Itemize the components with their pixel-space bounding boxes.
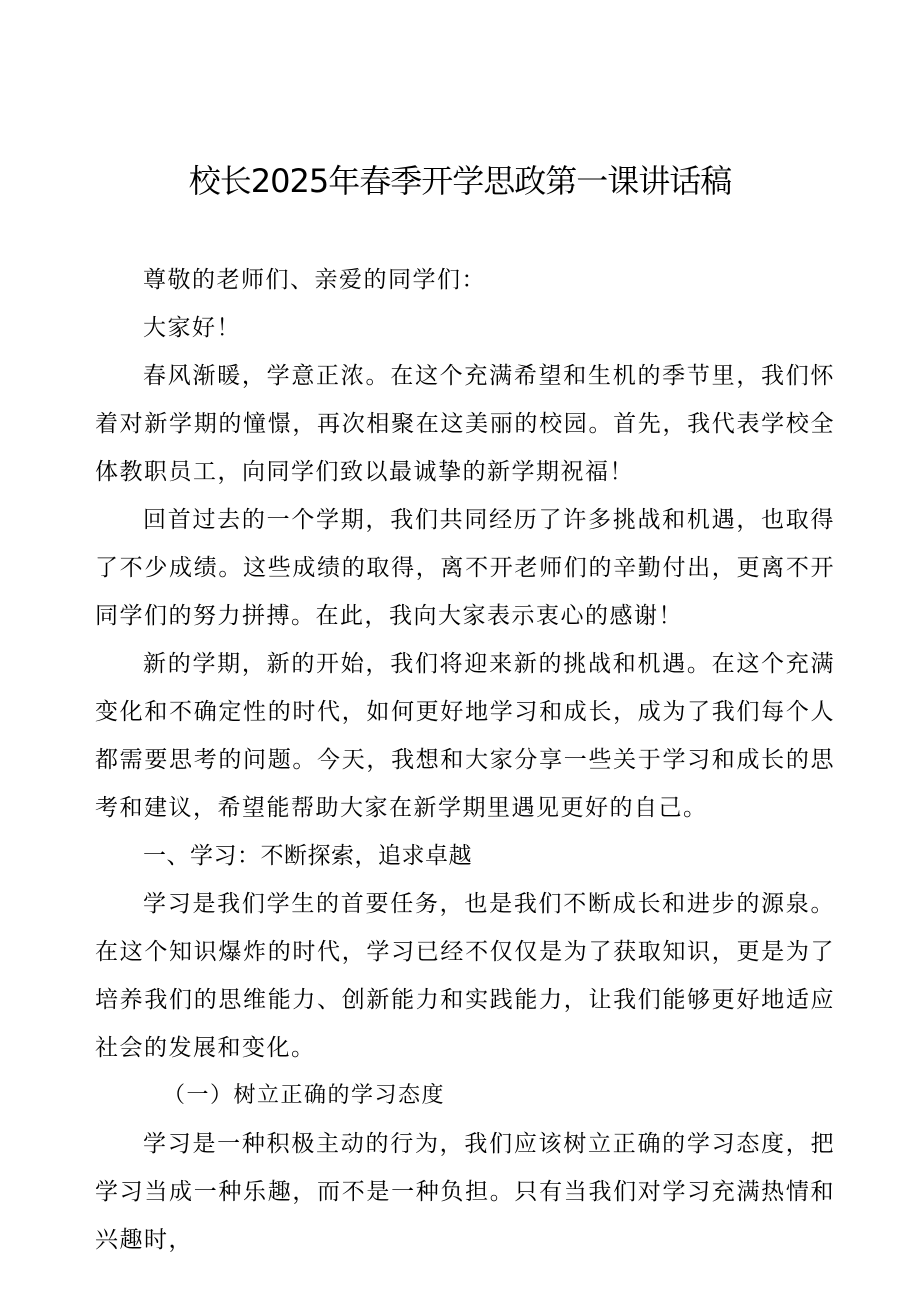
- paragraph-new-semester: 新的学期，新的开始，我们将迎来新的挑战和机遇。在这个充满变化和不确定性的时代，如何更好地学习和成长，成为了我们每个人都需要思考的问题。今天，我想和大家分享一些关于学习和成长的思考和建议，希望能帮助大家在新学期里遇见更好的自己。: [95, 651, 835, 821]
- paragraph-learning: 学习是我们学生的首要任务，也是我们不断成长和进步的源泉。在这个知识爆炸的时代，学习已经不仅仅是为了获取知识，更是为了培养我们的思维能力、创新能力和实践能力，让我们能够更好地适应社会的发展和变化。: [95, 891, 835, 1061]
- paragraph-attitude: 学习是一种积极主动的行为，我们应该树立正确的学习态度，把学习当成一种乐趣，而不是一种负担。只有当我们对学习充满热情和兴趣时，: [95, 1131, 835, 1253]
- subsection-heading-attitude: （一）树立正确的学习态度: [163, 1083, 446, 1108]
- paragraph-opening: 春风渐暖，学意正浓。在这个充满希望和生机的季节里，我们怀着对新学期的憧憬，再次相聚在这美丽的校园。首先，我代表学校全体教职员工，向同学们致以最诚挚的新学期祝福！: [95, 363, 835, 485]
- salutation: 尊敬的老师们、亲爱的同学们：: [143, 267, 486, 293]
- document-title: 校长2025年春季开学思政第一课讲话稿: [188, 162, 732, 200]
- greeting: 大家好！: [143, 315, 241, 341]
- paragraph-review: 回首过去的一个学期，我们共同经历了许多挑战和机遇，也取得了不少成绩。这些成绩的取得，离不开老师们的辛勤付出，更离不开同学们的努力拼搏。在此，我向大家表示衷心的感谢！: [95, 507, 835, 629]
- section-heading-learning: 一、学习：不断探索，追求卓越: [143, 843, 472, 869]
- document-body: [95, 256, 835, 1264]
